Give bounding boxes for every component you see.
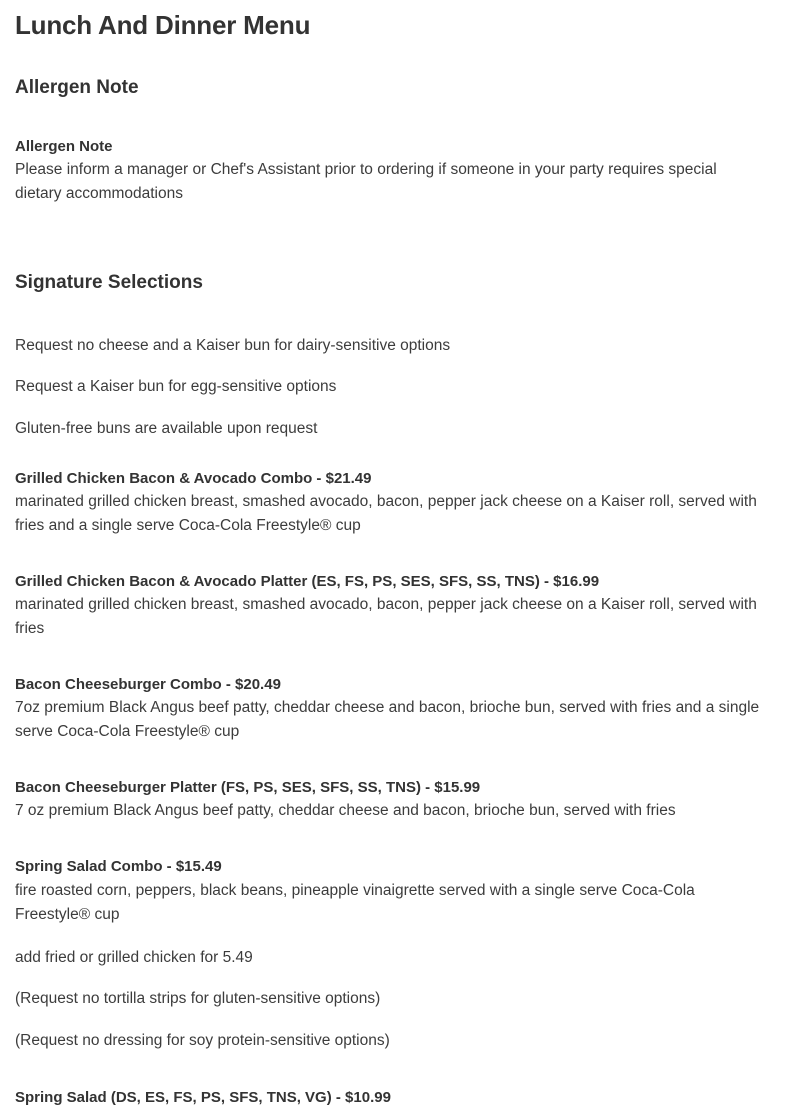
dietary-note: Gluten-free buns are available upon request bbox=[15, 420, 318, 437]
menu-item-name: Grilled Chicken Bacon & Avocado Platter (ES, FS, PS, SES, SFS, SS, TNS) - $16.99 bbox=[15, 573, 600, 590]
menu-item-extra-note: (Request no tortilla strips for gluten-sensitive options) bbox=[15, 990, 381, 1007]
menu-item-description: marinated grilled chicken breast, smashed avocado, bacon, pepper jack cheese on a Kaiser roll, served with fries and a single serve Coca-Cola Freestyle® cup bbox=[15, 493, 757, 534]
section-title-allergen-note: Allergen Note bbox=[15, 77, 139, 98]
dietary-note: Request no cheese and a Kaiser bun for dairy-sensitive options bbox=[15, 337, 451, 354]
menu-item-description: marinated grilled chicken breast, smashed avocado, bacon, pepper jack cheese on a Kaiser roll, served with fries bbox=[15, 596, 757, 637]
menu-item-extra-note: (Request no dressing for soy protein-sensitive options) bbox=[15, 1032, 390, 1049]
menu-item-description: fire roasted corn, peppers, black beans, pineapple vinaigrette served with a single serve Coca-Cola Freestyle® cup bbox=[15, 882, 695, 923]
allergen-note-heading: Allergen Note bbox=[15, 138, 113, 155]
menu-item-description: 7 oz premium Black Angus beef patty, cheddar cheese and bacon, brioche bun, served with fries bbox=[15, 802, 676, 819]
menu-item-name: Spring Salad (DS, ES, FS, PS, SFS, TNS, VG) - $10.99 bbox=[15, 1089, 391, 1106]
menu-item-extra-note: add fried or grilled chicken for 5.49 bbox=[15, 949, 253, 966]
menu-item-name: Spring Salad Combo - $15.49 bbox=[15, 858, 222, 875]
menu-item-name: Grilled Chicken Bacon & Avocado Combo - $21.49 bbox=[15, 470, 372, 487]
menu-item-description: 7oz premium Black Angus beef patty, cheddar cheese and bacon, brioche bun, served with fries and a single serve Coca-Cola Freestyle® cup bbox=[15, 699, 760, 740]
menu-item-name: Bacon Cheeseburger Combo - $20.49 bbox=[15, 676, 281, 693]
allergen-note-text: Please inform a manager or Chef's Assistant prior to ordering if someone in your party requires special dietary accommodations bbox=[15, 161, 717, 202]
page-title: Lunch And Dinner Menu bbox=[15, 10, 311, 40]
menu-item-name: Bacon Cheeseburger Platter (FS, PS, SES, SFS, SS, TNS) - $15.99 bbox=[15, 779, 481, 796]
section-title-signature-selections: Signature Selections bbox=[15, 272, 203, 293]
dietary-note: Request a Kaiser bun for egg-sensitive options bbox=[15, 378, 337, 395]
